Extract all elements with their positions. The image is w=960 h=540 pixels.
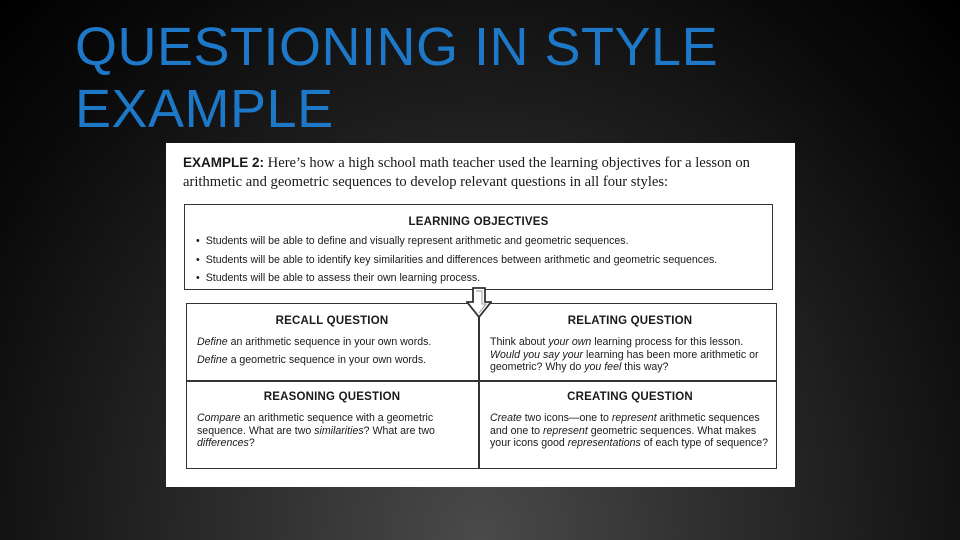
learning-objective-item: • Students will be able to assess their own learning process. [196, 269, 772, 288]
creating-question-cell [490, 391, 770, 449]
grid-vertical-divider [478, 304, 480, 468]
question-styles-grid [186, 303, 777, 469]
learning-objectives-box [184, 204, 773, 290]
learning-objectives-list [185, 232, 772, 288]
recall-question-cell [197, 315, 467, 366]
example-intro-text: Here’s how a high school math teacher used the learning objectives for a lesson on arithmetic and geometric sequences to develop relevant questions in all four styles: [183, 155, 750, 190]
reasoning-question-cell [197, 391, 467, 449]
learning-objective-item: • Students will be able to define and visually represent arithmetic and geometric sequences. [196, 232, 772, 251]
example-intro [183, 153, 783, 192]
recall-question-heading: RECALL QUESTION [275, 315, 389, 327]
down-arrow-icon [466, 287, 492, 319]
slide-title-line-1: QUESTIONING IN STYLE [75, 17, 719, 77]
creating-question-text: Create two icons—one to represent arithmetic sequences and one to represent geometric sequences. What makes your icons good representations of each type of sequence? [490, 412, 768, 449]
relating-question-heading: RELATING QUESTION [567, 315, 693, 327]
recall-question-1: Define an arithmetic sequence in your own words. [197, 336, 432, 349]
example-label: EXAMPLE 2: [183, 155, 265, 170]
learning-objective-item: • Students will be able to identify key similarities and differences between arithmetic and geometric sequences. [196, 251, 772, 270]
slide-title-line-2: EXAMPLE [75, 79, 334, 139]
relating-question-cell [490, 315, 770, 373]
slide-title [75, 16, 718, 140]
recall-question-2: Define a geometric sequence in your own words. [197, 353, 427, 366]
reasoning-question-text: Compare an arithmetic sequence with a geometric sequence. What are two similarities? What are two differences? [197, 412, 435, 449]
example-scan-image [166, 143, 795, 487]
relating-question-text: Think about your own learning process for this lesson. Would you say your learning has been more arithmetic or geometric? Why do you feel this way? [490, 336, 759, 373]
grid-horizontal-divider [187, 380, 776, 382]
reasoning-question-heading: REASONING QUESTION [263, 391, 401, 403]
learning-objectives-heading: LEARNING OBJECTIVES [408, 216, 549, 228]
creating-question-heading: CREATING QUESTION [567, 391, 693, 403]
